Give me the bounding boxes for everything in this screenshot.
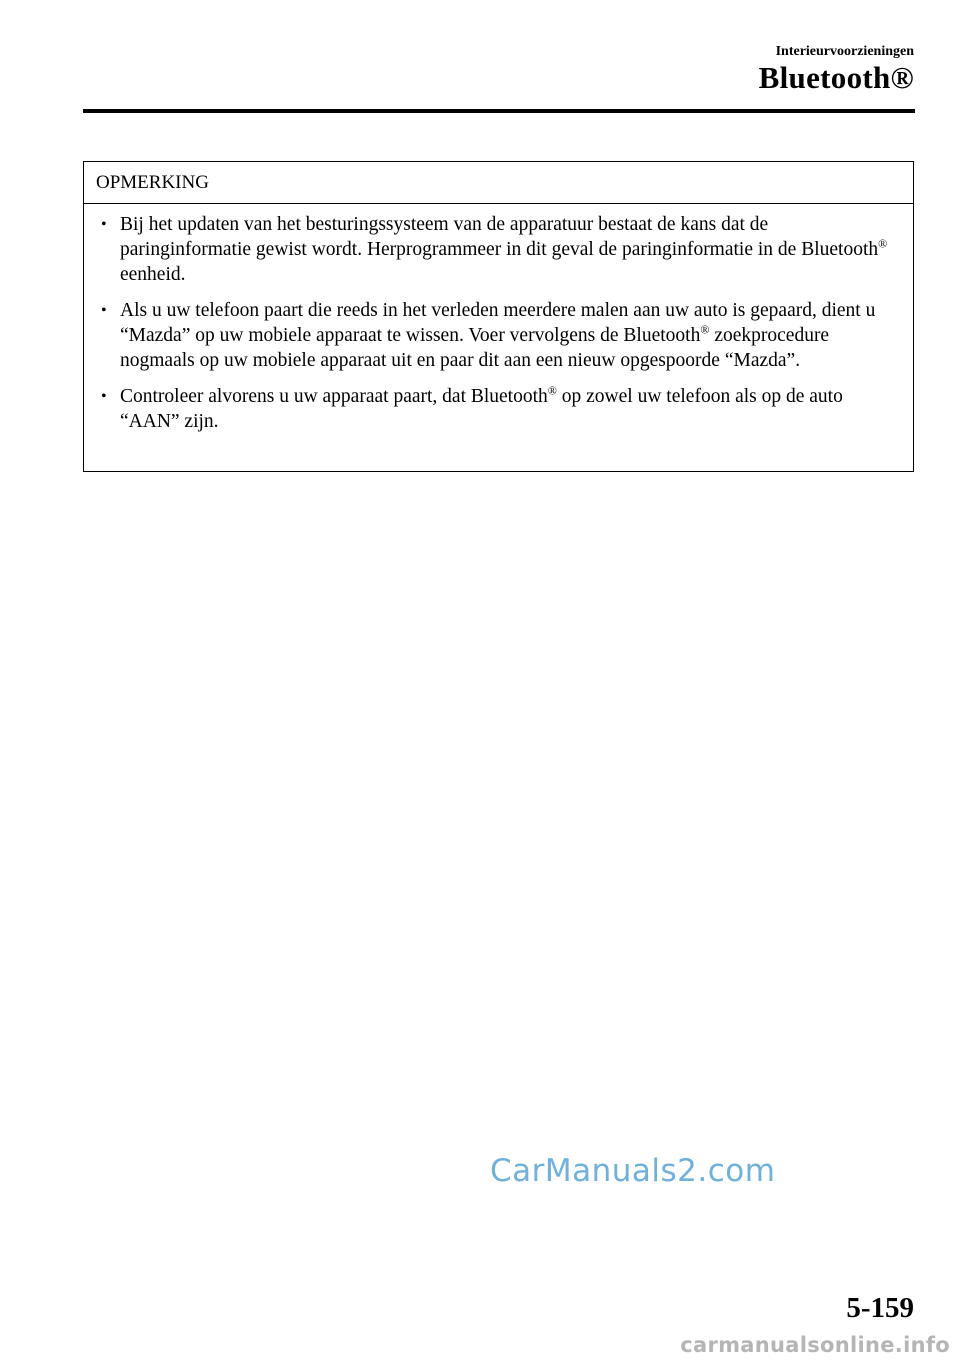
note-item-text-end: eenheid.: [120, 264, 186, 285]
page-number: 5-159: [846, 1292, 914, 1324]
registered-mark: ®: [878, 236, 888, 251]
note-heading: OPMERKING: [84, 162, 913, 204]
registered-mark: ®: [700, 322, 710, 337]
note-item: [84, 212, 893, 287]
registered-mark: ®: [547, 383, 557, 398]
bullet-icon: •: [101, 388, 107, 405]
note-item: [84, 298, 893, 373]
bullet-icon: •: [101, 302, 107, 319]
page-title: Bluetooth®: [758, 60, 914, 95]
note-box: [83, 161, 914, 472]
watermark-logo: CarManuals2.com: [490, 1153, 776, 1189]
note-item-text: Bij het updaten van het besturingssysteem van de apparatuur bestaat de kans dat de paringinformatie gewist wordt. Herprogrammeer in dit geval de paringinformatie in de Bluetooth: [120, 214, 879, 260]
note-list: [84, 204, 913, 434]
header-divider: [83, 109, 915, 113]
note-item: [84, 384, 893, 434]
bullet-icon: •: [101, 216, 107, 233]
note-item-text: Als u uw telefoon paart die reeds in het verleden meerdere malen aan uw auto is gepaard, dient u “Mazda” op uw mobiele apparaat te wissen. Voer vervolgens de Bluetooth: [120, 300, 876, 346]
note-item-text-end: op zowel uw telefoon als op de auto “AAN” zijn.: [120, 386, 843, 432]
note-item-text: Controleer alvorens u uw apparaat paart, dat Bluetooth: [120, 386, 548, 407]
note-item-text-end: zoekprocedure nogmaals op uw mobiele apparaat uit en paar dit aan een nieuw opgespoorde “Mazda”.: [120, 325, 830, 371]
footer-watermark: carmanualsonline.info: [680, 1333, 950, 1357]
section-name: Interieurvoorzieningen: [775, 44, 914, 59]
